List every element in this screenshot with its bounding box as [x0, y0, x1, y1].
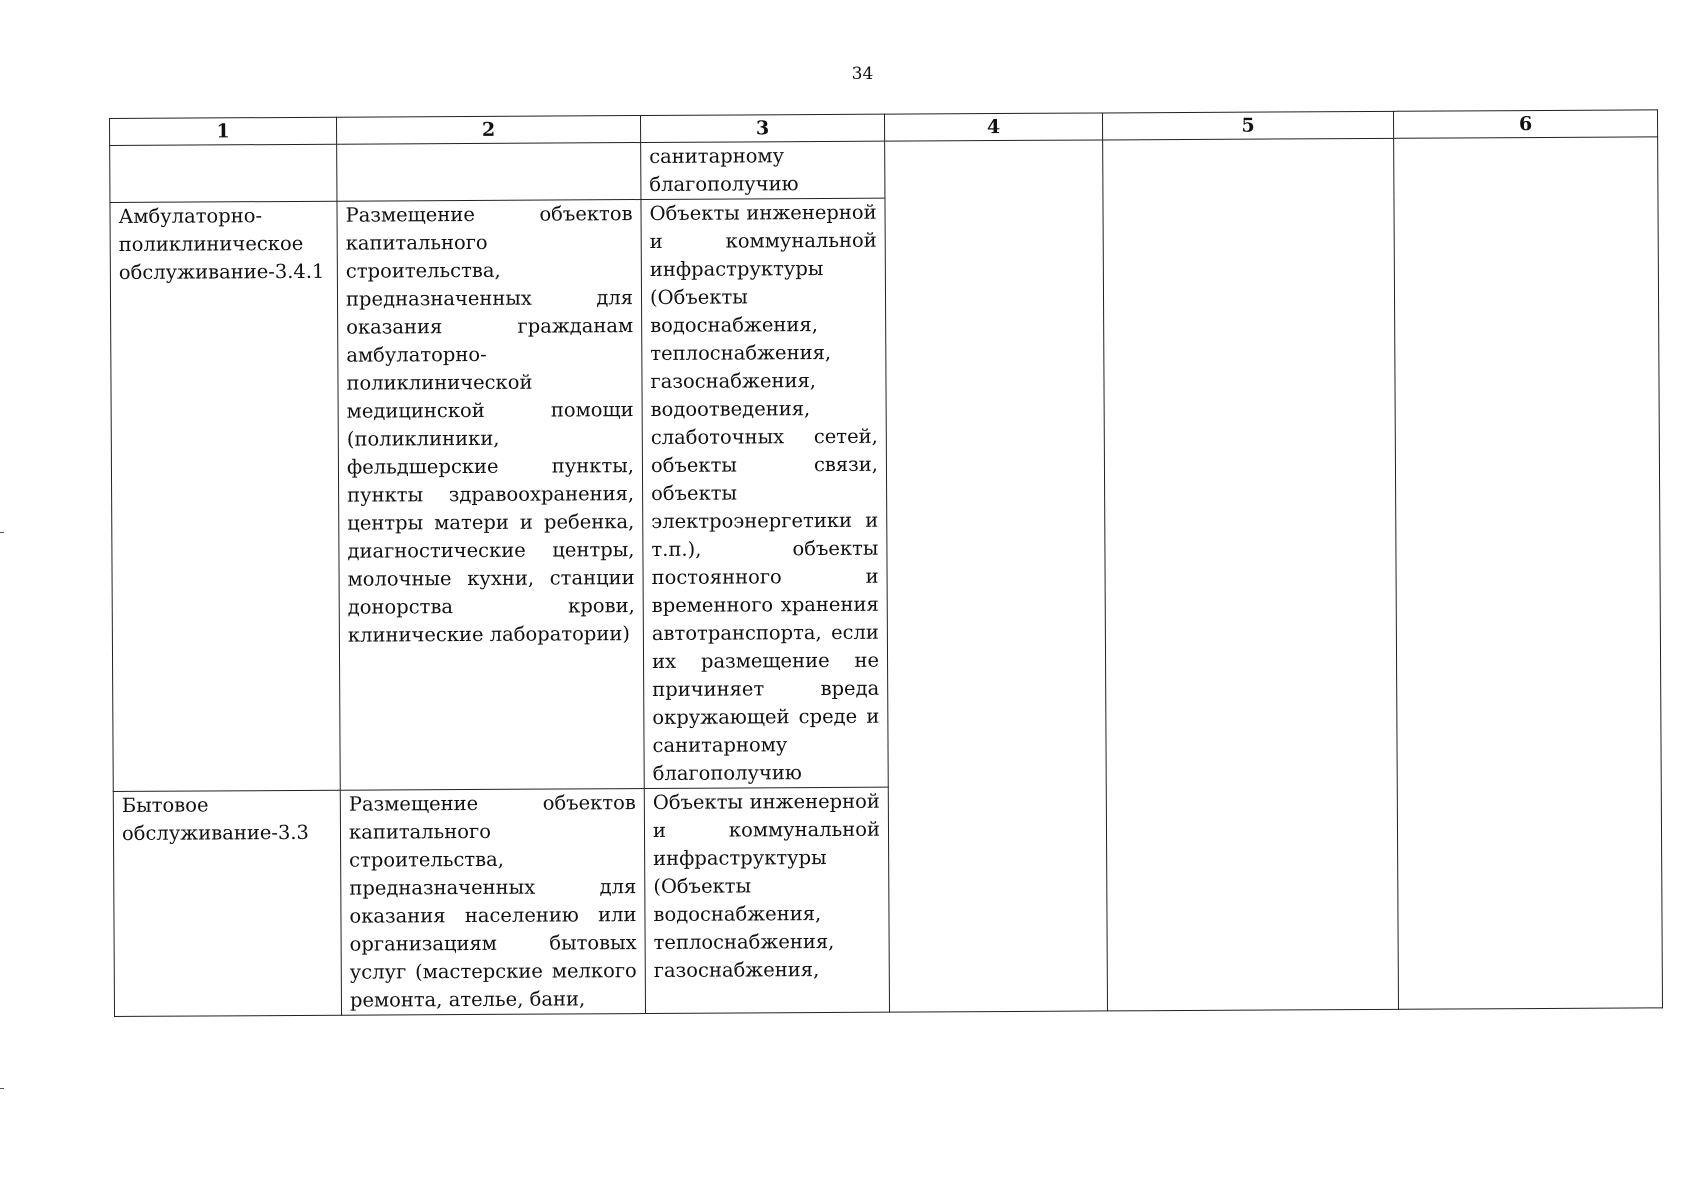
zoning-table	[109, 109, 1663, 1017]
row-2-col2: Размещение объектов капитального строительства, предназначенных для оказания населению или организациям бытовых услуг (мастерские мелкого ремонта, ателье, бани,	[340, 789, 645, 1016]
margin-mark	[0, 532, 4, 533]
row-0-col3: санитарному благополучию	[641, 141, 885, 199]
row-1-col1: Амбулаторно-поликлиническое обслуживание-3.4.1	[110, 201, 340, 791]
row-0-col2	[337, 143, 641, 202]
column-header-4: 4	[884, 113, 1102, 141]
row-1-col2: Размещение объектов капитального строительства, предназначенных для оказания гражданам амбулаторно-поликлинической медицинской помощи (поликлиники, фельдшерские пункты, пункты здравоохранения, центры матери и ребенка, диагностические центры, молочные кухни, станции донорства крови, клинические лаборатории)	[337, 200, 644, 791]
column-header-1: 1	[110, 117, 337, 145]
row-2-col3: Объекты инженерной и коммунальной инфраструктуры (Объекты водоснабжения, теплоснабжения, газоснабжения,	[644, 787, 889, 1013]
column-5-cell	[1103, 138, 1399, 1011]
column-header-3: 3	[640, 114, 884, 142]
column-header-5: 5	[1102, 111, 1393, 140]
row-0-col1	[110, 144, 337, 202]
row-2-col1: Бытовое обслуживание-3.3	[113, 790, 341, 1016]
row-1-col3: Объекты инженерной и коммунальной инфраструктуры (Объекты водоснабжения, теплоснабжения, газоснабжения, водоотведения, слаботочных сетей, объекты связи, объекты электроэнергетики и т.п.), объекты постоянного и временного хранения автотранспорта, если их размещение не причиняет вреда окружающей среде и санитарному благополучию	[641, 198, 888, 788]
margin-mark	[0, 1088, 4, 1089]
column-header-6: 6	[1393, 110, 1657, 138]
column-6-cell	[1394, 137, 1663, 1009]
column-4-cell	[885, 140, 1108, 1012]
table-row	[110, 137, 1658, 203]
column-header-2: 2	[336, 116, 640, 145]
page-number: 34	[851, 64, 874, 84]
